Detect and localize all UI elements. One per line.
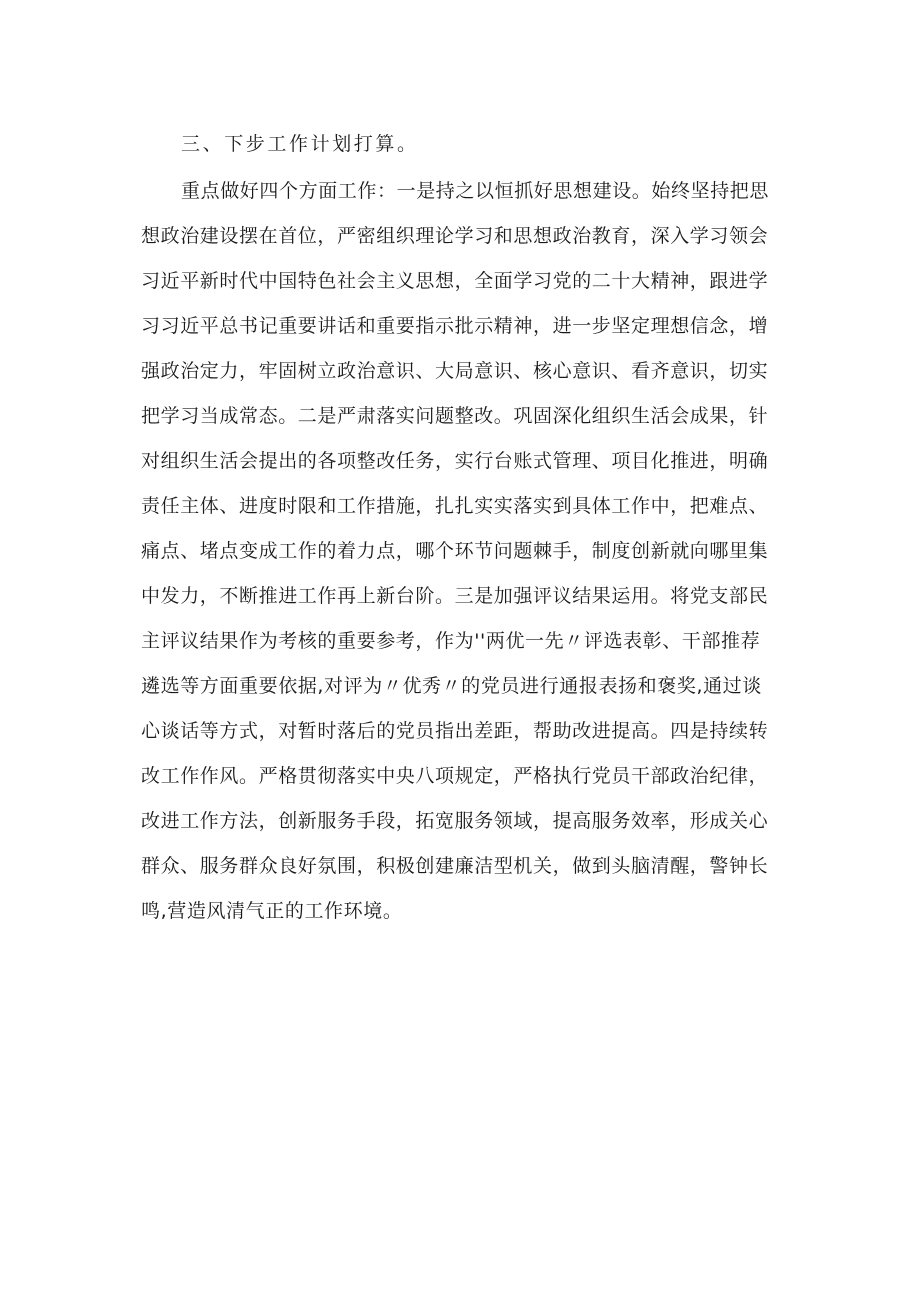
paragraph-line: 遴选等方面重要依据,对评为〃优秀〃的党员进行通报表扬和褒奖,通过谈	[141, 675, 762, 697]
paragraph-line: 想政治建设摆在首位，严密组织理论学习和思想政治教育，深入学习领会	[141, 225, 769, 247]
paragraph-line: 心谈话等方式，对暂时落后的党员指出差距，帮助改进提高。四是持续转	[141, 720, 769, 742]
paragraph-line: 把学习当成常态。二是严肃落实问题整改。巩固深化组织生活会成果，针	[141, 405, 769, 427]
paragraph-line: 改进工作方法，创新服务手段，拓宽服务领域，提高服务效率，形成关心	[141, 810, 769, 832]
paragraph-line: 群众、服务群众良好氛围，积极创建廉洁型机关，做到头脑清醒，警钟长	[141, 855, 769, 877]
paragraph-line: 强政治定力，牢固树立政治意识、大局意识、核心意识、看齐意识，切实	[141, 360, 769, 382]
paragraph-line: 主评议结果作为考核的重要参考，作为''两优一先〃评选表彰、干部推荐	[141, 630, 761, 652]
paragraph-line: 痛点、堵点变成工作的着力点，哪个环节问题棘手，制度创新就向哪里集	[141, 540, 769, 562]
paragraph-line: 责任主体、进度时限和工作措施，扎扎实实落实到具体工作中，把难点、	[141, 495, 769, 517]
paragraph-line: 习近平新时代中国特色社会主义思想，全面学习党的二十大精神，跟进学	[141, 270, 769, 292]
section-heading: 三、下步工作计划打算。	[181, 133, 419, 155]
paragraph-line: 重点做好四个方面工作：一是持之以恒抓好思想建设。始终坚持把思	[181, 180, 770, 202]
paragraph-line: 习习近平总书记重要讲话和重要指示批示精神，进一步坚定理想信念，增	[141, 315, 769, 337]
paragraph-line: 改工作作风。严格贯彻落实中央八项规定，严格执行党员干部政治纪律，	[141, 765, 769, 787]
paragraph-line: 中发力，不断推进工作再上新台阶。三是加强评议结果运用。将党支部民	[141, 585, 769, 607]
paragraph-line: 对组织生活会提出的各项整改任务，实行台账式管理、项目化推进，明确	[141, 450, 769, 472]
paragraph-line: 鸣,营造风清气正的工作环境。	[141, 900, 403, 922]
